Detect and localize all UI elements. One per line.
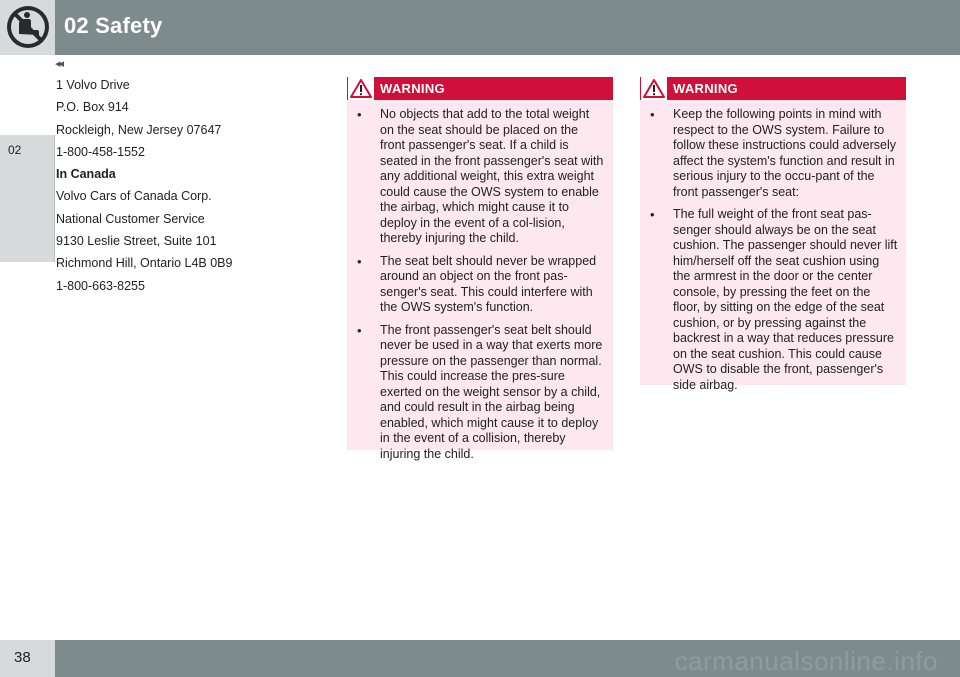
warning-header: [640, 77, 906, 100]
address-line: Richmond Hill, Ontario L4B 0B9: [56, 256, 233, 271]
warning-item: • The full weight of the front seat pas-senger should always be on the seat cushion. The passenger should never lift him/herself off the seat cushion using the armrest in the door or the center console, by pressing the feet on the floor, by sitting on the edge of the seat cushion, or by pressing against the backrest in a way that reduces pressure on the seat cushion. This could cause OWS to disable the front, passenger's side airbag.: [648, 207, 898, 393]
previous-page-arrows-icon[interactable]: ◂◂: [55, 58, 63, 70]
address-line: Rockleigh, New Jersey 07647: [56, 122, 222, 137]
warning-title: WARNING: [673, 81, 738, 96]
address-line: 1-800-663-8255: [56, 278, 145, 293]
warning-list: [347, 100, 613, 472]
warning-triangle-icon: [348, 77, 374, 100]
address-block: [56, 78, 326, 301]
header-icon-panel: [0, 0, 55, 55]
warning-item: • Keep the following points in mind with respect to the OWS system. Failure to follow these instructions could adversely affect the system's function and result in serious injury to the occu-pant of the front passenger's seat:: [648, 107, 898, 200]
header-bar: [55, 0, 960, 55]
warning-triangle-icon: [641, 77, 667, 100]
address-line: 9130 Leslie Street, Suite 101: [56, 234, 217, 249]
footer-page-panel: [0, 640, 55, 677]
warning-list: [640, 100, 906, 403]
address-line: 1 Volvo Drive: [56, 78, 130, 92]
warning-item: • No objects that add to the total weight on the seat should be placed on the front passenger's seat. If a child is seated in the front passenger's seat with any additional weight, this extra weight could cause the OWS system to enable the airbag, which might cause it to deploy in the event of a col-lision, thereby injuring the child.: [355, 107, 605, 247]
watermark: carmanualsonline.info: [674, 646, 938, 676]
warning-item: • The seat belt should never be wrapped around an object on the front pas-senger's seat. This could interfere with the OWS system's function.: [355, 254, 605, 316]
warning-header: [347, 77, 613, 100]
sidebar: [0, 55, 55, 640]
footer-bar: [55, 640, 960, 677]
address-line: Volvo Cars of Canada Corp.: [56, 189, 212, 204]
warning-title: WARNING: [380, 81, 445, 96]
page-title: 02 Safety: [64, 13, 163, 38]
warning-item: • The front passenger's seat belt should never be used in a way that exerts more pressure on the passenger than normal. This could increase the pres-sure exerted on the weight sensor by a child, and could result in the airbag being enabled, which might cause it to deploy in the event of a collision, thereby injuring the child.: [355, 323, 605, 463]
address-heading: In Canada: [56, 167, 116, 182]
page-number: 38: [14, 649, 31, 666]
warning-box: [640, 77, 906, 392]
child-seat-prohibited-icon: [5, 4, 51, 50]
address-line: 1-800-458-1552: [56, 144, 145, 159]
address-line: P.O. Box 914: [56, 100, 129, 115]
chapter-tab[interactable]: [0, 135, 55, 262]
chapter-tab-label: 02: [8, 143, 22, 157]
address-line: National Customer Service: [56, 211, 205, 226]
warning-box: [347, 77, 613, 461]
